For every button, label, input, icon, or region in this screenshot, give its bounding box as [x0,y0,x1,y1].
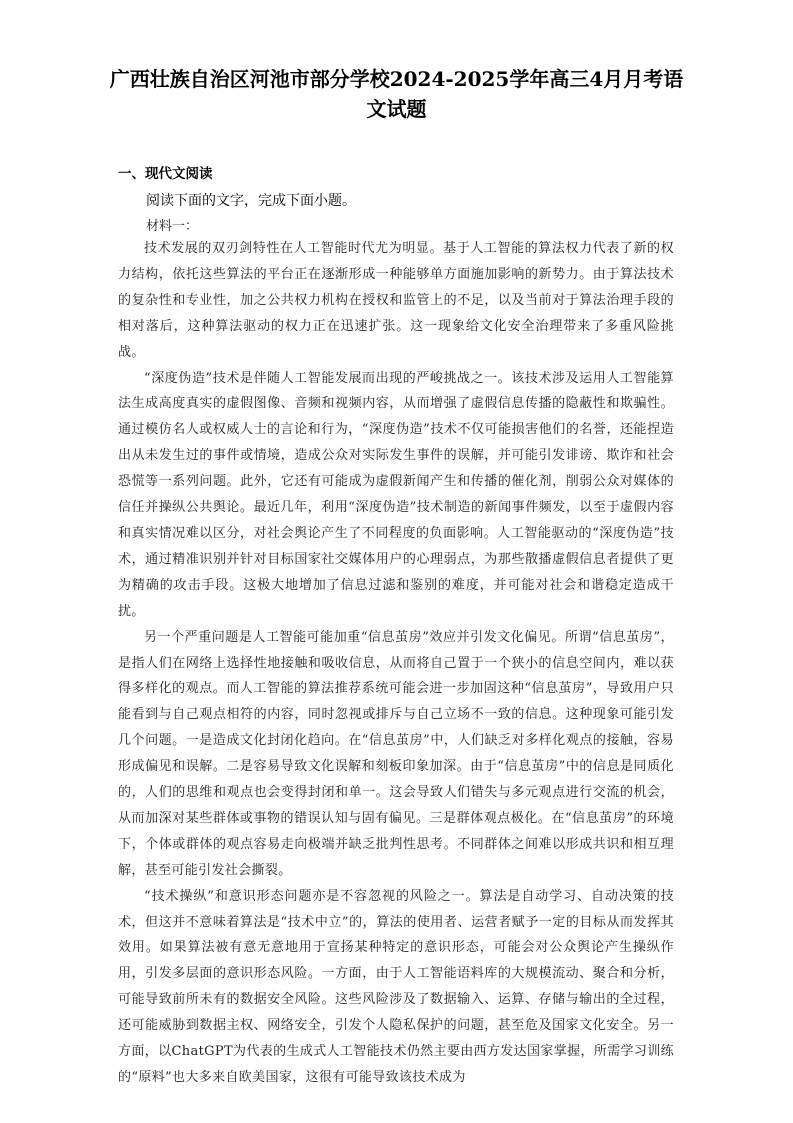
paragraph: 另一个严重问题是人工智能可能加重“信息茧房”效应并引发文化偏见。所谓“信息茧房”，是指人们在网络上选择性地接触和吸收信息，从而将自己置于一个狭小的信息空间内，难以获得多样化的观点。而人工智能的算法推荐系统可能会进一步加固这种“信息茧房”，导致用户只能看到与自己观点相符的内容，同时忽视或排斥与自己立场不一致的信息。这种现象可能引发几个问题。一是造成文化封闭化趋向。在“信息茧房”中，人们缺乏对多样化观点的接触，容易形成偏见和误解。二是容易导致文化误解和刻板印象加深。由于“信息茧房”中的信息是同质化的，人们的思维和观点也会变得封闭和单一。这会导致人们错失与多元观点进行交流的机会，从而加深对某些群体或事物的错误认知与固有偏见。三是群体观点极化。在“信息茧房”的环境下，个体或群体的观点容易走向极端并缺乏批判性思考。不同群体之间难以形成共识和相互理解，甚至可能引发社会撕裂。 [118,629,674,878]
paragraph: 技术发展的双刃剑特性在人工智能时代尤为明显。基于人工智能的算法权力代表了新的权力结构，依托这些算法的平台正在逐渐形成一种能够单方面施加影响的新势力。由于算法技术的复杂性和专业性，加之公共权力机构在授权和监管上的不足，以及当前对于算法治理手段的相对落后，这种算法驱动的权力正在迅速扩张。这一现象给文化安全治理带来了多重风险挑战。 [118,241,674,360]
paragraph: “深度伪造”技术是伴随人工智能发展而出现的严峻挑战之一。该技术涉及运用人工智能算法生成高度真实的虚假图像、音频和视频内容，从而增强了虚假信息传播的隐蔽性和欺骗性。通过模仿名人或权威人士的言论和行为，“深度伪造”技术不仅可能损害他们的名誉，还能捏造出从未发生过的事件或情境，造成公众对实际发生事件的误解，并可能引发诽谤、欺诈和社会恐慌等一系列问题。此外，它还有可能成为虚假新闻产生和传播的催化剂，削弱公众对媒体的信任并操纵公共舆论。最近几年，利用“深度伪造”技术制造的新闻事件频发，以至于虚假内容和真实情况难以区分，对社会舆论产生了不同程度的负面影响。人工智能驱动的“深度伪造”技术，通过精准识别并针对目标国家社交媒体用户的心理弱点，为那些散播虚假信息者提供了更为精确的攻击手段。这极大地增加了信息过滤和鉴别的难度，并可能对社会和谐稳定造成干扰。 [118,370,674,619]
section-heading: 一、现代文阅读 [118,166,213,182]
paragraph: “技术操纵”和意识形态问题亦是不容忽视的风险之一。算法是自动学习、自动决策的技术，但这并不意味着算法是“技术中立”的，算法的使用者、运营者赋予一定的目标从而发挥其效用。如果算法被有意无意地用于宣扬某种特定的意识形态，可能会对公众舆论产生操纵作用，引发多层面的意识形态风险。一方面，由于人工智能语料库的大规模流动、聚合和分析，可能导致前所未有的数据安全风险。这些风险涉及了数据输入、运算、存储与输出的全过程，还可能威胁到数据主权、网络安全，引发个人隐私保护的问题，甚至危及国家文化安全。另一方面，以ChatGPT为代表的生成式人工智能技术仍然主要由西方发达国家掌握，所需学习训练的“原料”也大多来自欧美国家，这很有可能导致该技术成为 [118,888,674,1085]
article-body [118,236,674,1091]
material-label: 材料一： [146,219,199,234]
page-title: 广西壮族自治区河池市部分学校2024-2025学年高三4月月考语文试题 [109,67,684,121]
reading-instruction: 阅读下面的文字，完成下面小题。 [146,193,356,209]
